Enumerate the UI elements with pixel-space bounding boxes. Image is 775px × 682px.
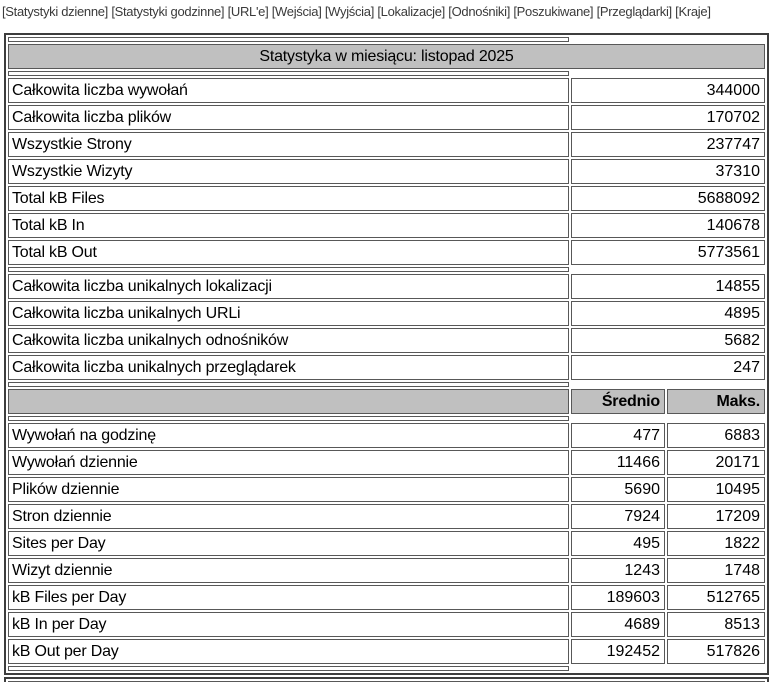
nav-link-statystyki-dzienne[interactable]: [Statystyki dzienne] (2, 4, 108, 19)
table-row (8, 240, 765, 265)
spacer-cell (8, 666, 569, 671)
row-value: 247 (571, 355, 765, 380)
row-label: Stron dziennie (8, 504, 569, 529)
row-label: Całkowita liczba wywołań (8, 78, 569, 103)
max-column-header: Maks. (667, 389, 765, 414)
row-label: Wywołań na godzinę (8, 423, 569, 448)
nav-links (0, 0, 775, 20)
row-max-value: 17209 (667, 504, 765, 529)
spacer-cell (8, 37, 569, 42)
row-label: Całkowita liczba unikalnych odnośników (8, 328, 569, 353)
row-value: 5773561 (571, 240, 765, 265)
row-value: 237747 (571, 132, 765, 157)
table-row (8, 186, 765, 211)
row-label: Całkowita liczba plików (8, 105, 569, 130)
row-value: 5682 (571, 328, 765, 353)
row-max-value: 1748 (667, 558, 765, 583)
row-avg-value: 5690 (571, 477, 665, 502)
table-row (8, 531, 765, 556)
table-row (8, 450, 765, 475)
table-row (8, 213, 765, 238)
spacer-cell (8, 71, 569, 76)
header-empty-cell (8, 389, 569, 414)
nav-link-wyjscia[interactable]: [Wyjścia] (324, 4, 375, 19)
table-row (8, 504, 765, 529)
title-row (8, 44, 765, 69)
nav-link-lokalizacje[interactable]: [Lokalizacje] (377, 4, 445, 19)
row-label: Wywołań dziennie (8, 450, 569, 475)
row-max-value: 517826 (667, 639, 765, 664)
row-value: 5688092 (571, 186, 765, 211)
row-max-value: 8513 (667, 612, 765, 637)
row-max-value: 20171 (667, 450, 765, 475)
table-row (8, 612, 765, 637)
row-label: Całkowita liczba unikalnych przeglądarek (8, 355, 569, 380)
nav-link-urle[interactable]: [URL'e] (227, 4, 269, 19)
row-avg-value: 1243 (571, 558, 665, 583)
row-label: Wszystkie Strony (8, 132, 569, 157)
row-avg-value: 192452 (571, 639, 665, 664)
row-label: Wszystkie Wizyty (8, 159, 569, 184)
row-label: Total kB Out (8, 240, 569, 265)
table-row (8, 639, 765, 664)
table-row (8, 132, 765, 157)
spacer-row (8, 666, 765, 671)
row-avg-value: 11466 (571, 450, 665, 475)
row-label: Wizyt dziennie (8, 558, 569, 583)
table-row (8, 355, 765, 380)
row-label: Total kB Files (8, 186, 569, 211)
row-value: 170702 (571, 105, 765, 130)
row-max-value: 512765 (667, 585, 765, 610)
row-max-value: 6883 (667, 423, 765, 448)
spacer-row (8, 37, 765, 42)
row-value: 37310 (571, 159, 765, 184)
row-value: 4895 (571, 301, 765, 326)
table-row (8, 423, 765, 448)
spacer-row (8, 382, 765, 387)
avg-max-header-row (8, 389, 765, 414)
table-title: Statystyka w miesiącu: listopad 2025 (8, 44, 765, 69)
spacer-cell (8, 416, 569, 421)
row-value: 344000 (571, 78, 765, 103)
table-row (8, 301, 765, 326)
row-max-value: 1822 (667, 531, 765, 556)
table-row (8, 159, 765, 184)
avg-column-header: Średnio (571, 389, 665, 414)
row-avg-value: 495 (571, 531, 665, 556)
nav-link-odnosniki[interactable]: [Odnośniki] (448, 4, 511, 19)
row-avg-value: 7924 (571, 504, 665, 529)
row-label: Całkowita liczba unikalnych lokalizacji (8, 274, 569, 299)
row-label: kB Out per Day (8, 639, 569, 664)
nav-link-poszukiwane[interactable]: [Poszukiwane] (513, 4, 594, 19)
monthly-summary-table (4, 33, 769, 675)
row-avg-value: 189603 (571, 585, 665, 610)
table-row (8, 558, 765, 583)
spacer-cell (8, 267, 569, 272)
spacer-cell (8, 382, 569, 387)
nav-link-wejscia[interactable]: [Wejścia] (271, 4, 322, 19)
table-row (8, 105, 765, 130)
nav-link-przegladarki[interactable]: [Przeglądarki] (596, 4, 672, 19)
next-table-sliver (4, 677, 769, 682)
row-label: kB Files per Day (8, 585, 569, 610)
row-label: Sites per Day (8, 531, 569, 556)
spacer-row (8, 71, 765, 76)
row-max-value: 10495 (667, 477, 765, 502)
row-label: Całkowita liczba unikalnych URLi (8, 301, 569, 326)
table-row (8, 585, 765, 610)
table-row (8, 477, 765, 502)
nav-link-kraje[interactable]: [Kraje] (675, 4, 711, 19)
spacer-row (8, 267, 765, 272)
table-row (8, 328, 765, 353)
nav-link-statystyki-godzinne[interactable]: [Statystyki godzinne] (111, 4, 225, 19)
row-label: Total kB In (8, 213, 569, 238)
row-value: 140678 (571, 213, 765, 238)
table-row (8, 78, 765, 103)
row-avg-value: 477 (571, 423, 665, 448)
row-avg-value: 4689 (571, 612, 665, 637)
row-label: Plików dziennie (8, 477, 569, 502)
row-label: kB In per Day (8, 612, 569, 637)
table-row (8, 274, 765, 299)
row-value: 14855 (571, 274, 765, 299)
spacer-row (8, 416, 765, 421)
